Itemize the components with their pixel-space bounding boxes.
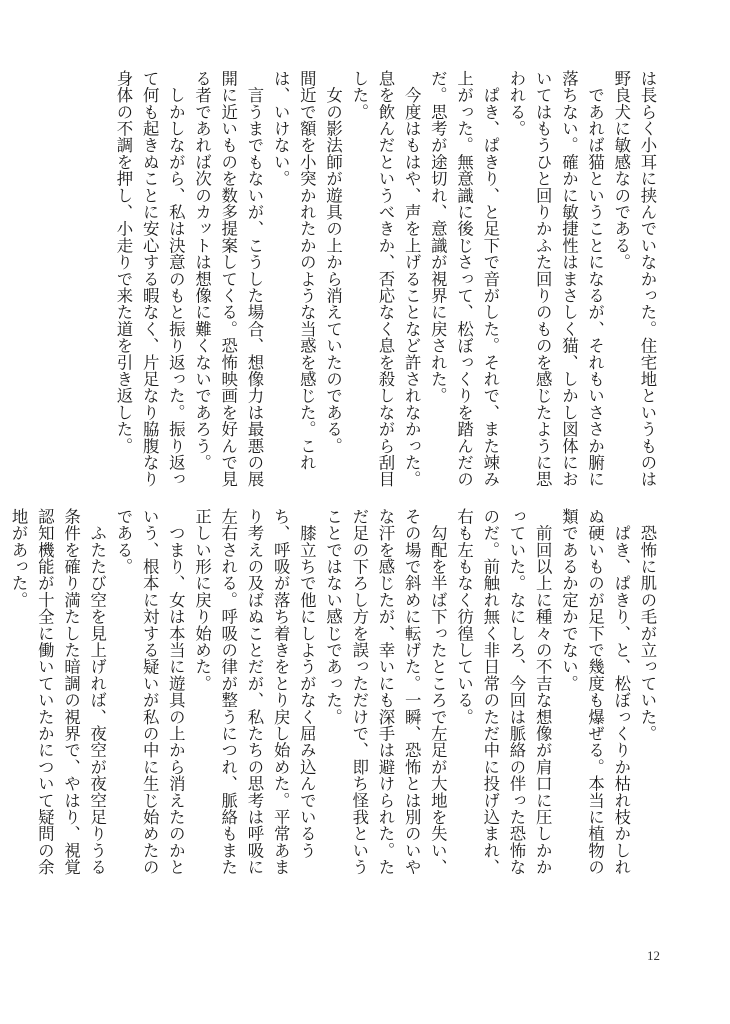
page-number: 12 xyxy=(647,948,660,963)
paragraph: 間近で額を小突かれたかのような当惑を感じた。これは、いけない。 xyxy=(271,70,317,471)
paragraph: ふたたび空を見上げれば、夜空が夜空足りうる条件を確り満たした暗調の視界で、やはり、視覚認知機能が十全に働いていたかについて疑問の余地があった。 xyxy=(9,508,107,876)
paragraph: 勾配を半ば下ったところで左足が大地を失い、その場で斜めに転げた。一瞬、恐怖とは別のいやな汗を感じたが、幸いにも深手は避けられた。ただ足の下ろし方を誤っただけで、即ち怪我ということではない感じであった。 xyxy=(323,508,448,876)
paragraph: は長らく小耳に挟んでいなかった。住宅地というものは野良犬に敏感なのである。 xyxy=(611,70,657,488)
paragraph: しかしながら、私は決意のもと振り返った。振り返って何も起きぬことに安心する暇なく、片足なり脇腹なり身体の不調を押し、小走りで来た道を引き返した。 xyxy=(113,70,186,488)
paragraph: 女の影法師が遊具の上から消えていたのである。 xyxy=(323,70,343,455)
paragraph: 言うまでもないが、こうした場合、想像力は最悪の展開に近いものを数多提案してくる。恐怖映画を好んで見る者であれば次のカットは想像に難くないであろう。 xyxy=(192,70,264,488)
paragraph: 前回以上に種々の不吉な想像が肩口に圧しかかっていた。なにしろ、今回は脈絡の伴った恐怖なのだ。前触れ無く非日常のただ中に投げ込まれ、右も左もなく彷徨している。 xyxy=(454,508,553,876)
text-block-bottom xyxy=(9,508,660,880)
paragraph: 膝立ちで他にしようがなく屈み込んでいるうち、呼吸が落ち着きをとり戻し始めた。平常あまり考えの及ばぬことだが、私たちの思考は呼吸に左右される。呼吸の律が整うにつれ、脈絡もまた正しい形に戻り始めた。 xyxy=(192,508,317,876)
text-block-top xyxy=(100,70,660,500)
paragraph: であれば猫ということになるが、それもいささか腑に落ちない。確かに敏捷性はまさしく猫、しかし図体においてはもうひと回りかふた回りのものを感じたように思われる。 xyxy=(506,70,605,488)
paragraph: つまり、女は本当に遊具の上から消えたのかという、根本に対する疑いが私の中に生じ始めたのである。 xyxy=(113,508,186,876)
paragraph: 恐怖に肌の毛が立っていた。 xyxy=(638,508,657,742)
paragraph: ぱき、ぱきり、と、松ぼっくりか枯れ枝かしれぬ硬いものが足下で幾度も爆ぜる。本当に植物の類であるか定かでない。 xyxy=(559,508,631,876)
paragraph: ぱき、ぱきり、と足下で音がした。それで、また竦み上がった。無意識に後じさって、松ぼっくりを踏んだのだ。思考が途切れ、意識が視界に戻された。 xyxy=(428,70,500,488)
paragraph: 今度はもはや、声を上げることなど許されなかった。息を飲んだというべきか、否応なく息を殺しながら刮目した。 xyxy=(349,70,422,488)
